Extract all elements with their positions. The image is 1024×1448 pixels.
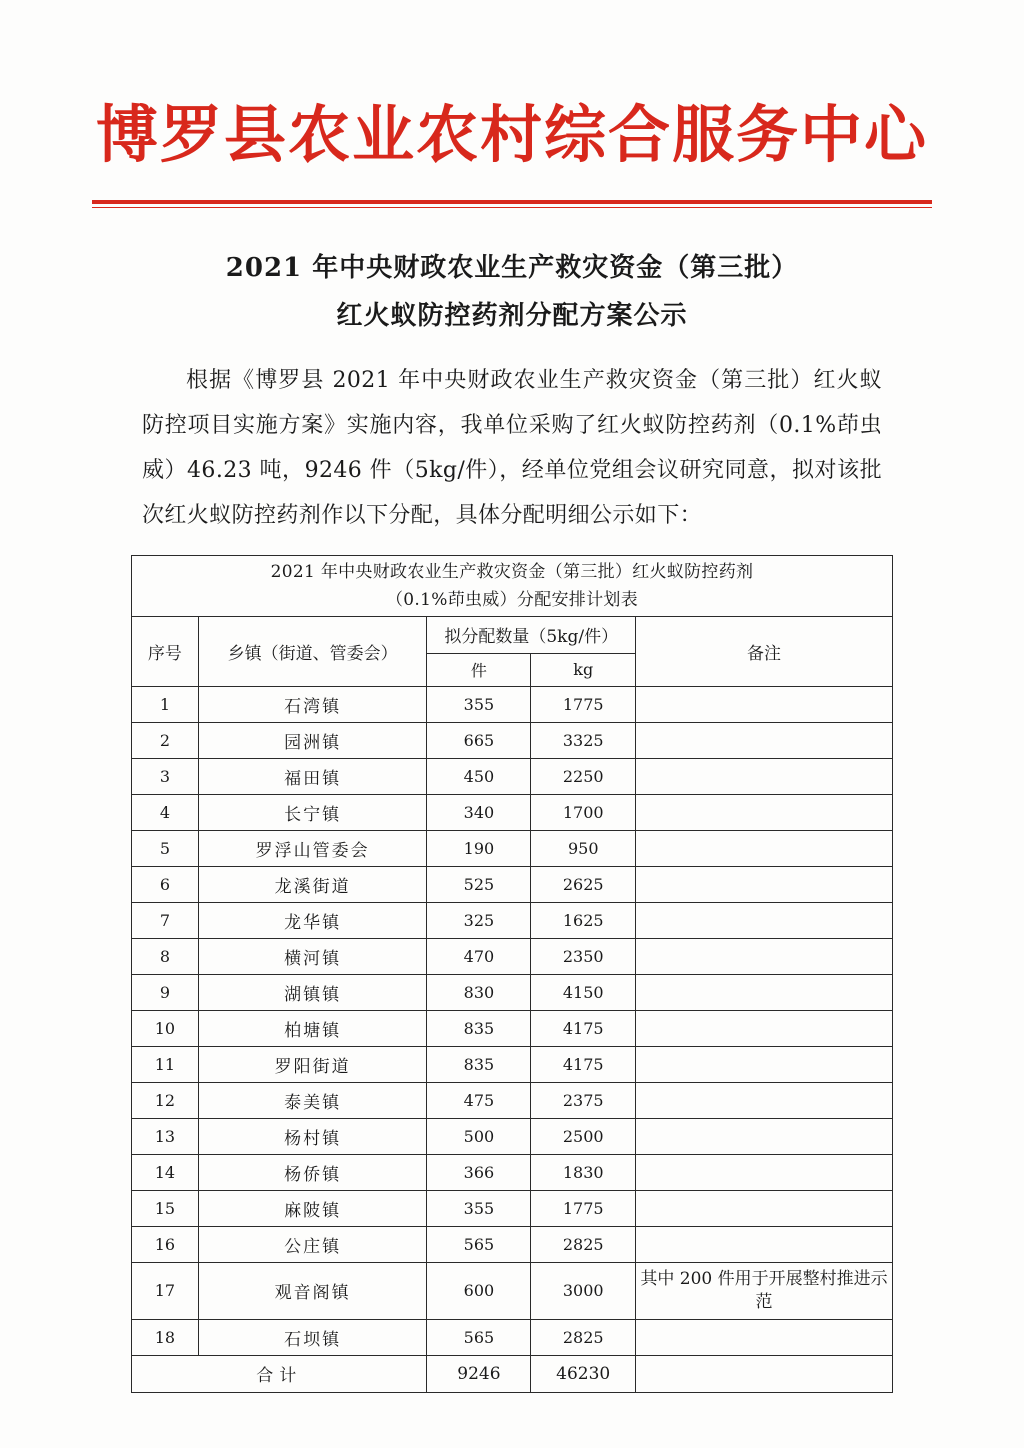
cell-town: 园洲镇 — [198, 722, 427, 758]
cell-town: 湖镇镇 — [198, 974, 427, 1010]
cell-no: 11 — [132, 1046, 199, 1082]
cell-kg: 2350 — [531, 938, 636, 974]
organization-name: 博罗县农业农村综合服务中心 — [95, 98, 928, 171]
cell-no: 3 — [132, 758, 199, 794]
cell-pieces: 830 — [427, 974, 531, 1010]
cell-pieces: 525 — [427, 866, 531, 902]
cell-kg: 1700 — [531, 794, 636, 830]
cell-remark — [636, 1154, 893, 1190]
cell-town: 杨村镇 — [198, 1118, 427, 1154]
table-caption-line-1: 2021 年中央财政农业生产救灾资金（第三批）红火蚁防控药剂 — [270, 561, 754, 582]
cell-town: 杨侨镇 — [198, 1154, 427, 1190]
cell-kg: 950 — [531, 830, 636, 866]
divider-thin-line — [92, 207, 932, 208]
cell-kg: 4150 — [531, 974, 636, 1010]
cell-remark: 其中 200 件用于开展整村推进示范 — [636, 1262, 893, 1319]
cell-no: 15 — [132, 1190, 199, 1226]
cell-remark — [636, 1010, 893, 1046]
cell-town: 罗阳街道 — [198, 1046, 427, 1082]
cell-remark — [636, 1319, 893, 1355]
cell-no: 8 — [132, 938, 199, 974]
table-row — [132, 1262, 893, 1319]
cell-kg: 3325 — [531, 722, 636, 758]
cell-remark — [636, 686, 893, 722]
cell-town: 罗浮山管委会 — [198, 830, 427, 866]
column-header-kg: kg — [531, 653, 636, 686]
table-total-row — [132, 1355, 893, 1392]
cell-pieces: 665 — [427, 722, 531, 758]
cell-no: 2 — [132, 722, 199, 758]
total-remark — [636, 1355, 893, 1392]
table-row — [132, 902, 893, 938]
table-row — [132, 1226, 893, 1262]
cell-no: 6 — [132, 866, 199, 902]
cell-no: 1 — [132, 686, 199, 722]
cell-pieces: 340 — [427, 794, 531, 830]
table-row — [132, 938, 893, 974]
cell-no: 9 — [132, 974, 199, 1010]
cell-no: 16 — [132, 1226, 199, 1262]
cell-kg: 1775 — [531, 686, 636, 722]
cell-remark — [636, 902, 893, 938]
column-header-pieces: 件 — [427, 653, 531, 686]
column-header-town: 乡镇（街道、管委会） — [198, 616, 427, 686]
cell-remark — [636, 1082, 893, 1118]
cell-no: 4 — [132, 794, 199, 830]
cell-pieces: 835 — [427, 1046, 531, 1082]
cell-remark — [636, 722, 893, 758]
cell-no: 12 — [132, 1082, 199, 1118]
cell-kg: 2825 — [531, 1226, 636, 1262]
cell-no: 13 — [132, 1118, 199, 1154]
cell-no: 10 — [132, 1010, 199, 1046]
table-row — [132, 866, 893, 902]
cell-kg: 3000 — [531, 1262, 636, 1319]
page-title-line-1: 2021 年中央财政农业生产救灾资金（第三批） — [225, 253, 799, 283]
table-caption-row — [132, 555, 893, 616]
cell-kg: 2625 — [531, 866, 636, 902]
cell-remark — [636, 974, 893, 1010]
cell-pieces: 600 — [427, 1262, 531, 1319]
cell-pieces: 450 — [427, 758, 531, 794]
divider-thick-line — [92, 200, 932, 204]
cell-town: 麻陂镇 — [198, 1190, 427, 1226]
table-row — [132, 1319, 893, 1355]
cell-remark — [636, 1226, 893, 1262]
cell-town: 石湾镇 — [198, 686, 427, 722]
cell-kg: 1775 — [531, 1190, 636, 1226]
letterhead-divider — [92, 200, 932, 208]
table-caption-line-2: （0.1%茚虫威）分配安排计划表 — [386, 589, 638, 610]
table-row — [132, 686, 893, 722]
cell-pieces: 500 — [427, 1118, 531, 1154]
cell-pieces: 325 — [427, 902, 531, 938]
cell-town: 龙溪街道 — [198, 866, 427, 902]
cell-remark — [636, 794, 893, 830]
table-row — [132, 1154, 893, 1190]
cell-kg: 4175 — [531, 1010, 636, 1046]
cell-kg: 2825 — [531, 1319, 636, 1355]
table-row — [132, 830, 893, 866]
cell-no: 5 — [132, 830, 199, 866]
table-row — [132, 722, 893, 758]
cell-town: 横河镇 — [198, 938, 427, 974]
table-row — [132, 758, 893, 794]
cell-kg: 2375 — [531, 1082, 636, 1118]
column-header-no: 序号 — [132, 616, 199, 686]
body-paragraph: 根据《博罗县 2021 年中央财政农业生产救灾资金（第三批）红火蚁防控项目实施方案》实施内容，我单位采购了红火蚁防控药剂（0.1%茚虫威）46.23 吨，9246 件（5kg/件），经单位党组会议研究同意，拟对该批次红火蚁防控药剂作以下分配，具体分配明细公示如下： — [142, 368, 882, 529]
cell-pieces: 470 — [427, 938, 531, 974]
total-pieces: 9246 — [427, 1355, 531, 1392]
table-row — [132, 1010, 893, 1046]
cell-town: 泰美镇 — [198, 1082, 427, 1118]
cell-town: 观音阁镇 — [198, 1262, 427, 1319]
total-label: 合计 — [132, 1355, 427, 1392]
table-row — [132, 974, 893, 1010]
cell-town: 公庄镇 — [198, 1226, 427, 1262]
cell-remark — [636, 758, 893, 794]
cell-pieces: 355 — [427, 1190, 531, 1226]
cell-town: 福田镇 — [198, 758, 427, 794]
cell-kg: 1625 — [531, 902, 636, 938]
cell-kg: 2250 — [531, 758, 636, 794]
cell-town: 石坝镇 — [198, 1319, 427, 1355]
table-header-row — [132, 616, 893, 653]
page-title — [132, 244, 892, 340]
cell-pieces: 355 — [427, 686, 531, 722]
allocation-table — [131, 555, 893, 1393]
cell-pieces: 565 — [427, 1226, 531, 1262]
cell-no: 17 — [132, 1262, 199, 1319]
cell-kg: 2500 — [531, 1118, 636, 1154]
cell-pieces: 190 — [427, 830, 531, 866]
cell-town: 长宁镇 — [198, 794, 427, 830]
cell-remark — [636, 830, 893, 866]
cell-kg: 4175 — [531, 1046, 636, 1082]
table-row — [132, 794, 893, 830]
table-caption — [132, 555, 893, 616]
column-header-quantity-group: 拟分配数量（5kg/件） — [427, 616, 636, 653]
table-row — [132, 1046, 893, 1082]
cell-remark — [636, 1118, 893, 1154]
cell-pieces: 366 — [427, 1154, 531, 1190]
cell-no: 7 — [132, 902, 199, 938]
table-row — [132, 1118, 893, 1154]
cell-pieces: 565 — [427, 1319, 531, 1355]
cell-no: 14 — [132, 1154, 199, 1190]
column-header-remark: 备注 — [636, 616, 893, 686]
table-row — [132, 1190, 893, 1226]
cell-remark — [636, 866, 893, 902]
cell-remark — [636, 1190, 893, 1226]
allocation-table-wrapper — [131, 555, 893, 1393]
page-title-line-2: 红火蚁防控药剂分配方案公示 — [336, 301, 688, 332]
cell-remark — [636, 1046, 893, 1082]
cell-town: 柏塘镇 — [198, 1010, 427, 1046]
letterhead — [92, 0, 932, 208]
table-row — [132, 1082, 893, 1118]
cell-pieces: 475 — [427, 1082, 531, 1118]
cell-town: 龙华镇 — [198, 902, 427, 938]
cell-no: 18 — [132, 1319, 199, 1355]
cell-pieces: 835 — [427, 1010, 531, 1046]
cell-remark — [636, 938, 893, 974]
total-kg: 46230 — [531, 1355, 636, 1392]
cell-kg: 1830 — [531, 1154, 636, 1190]
